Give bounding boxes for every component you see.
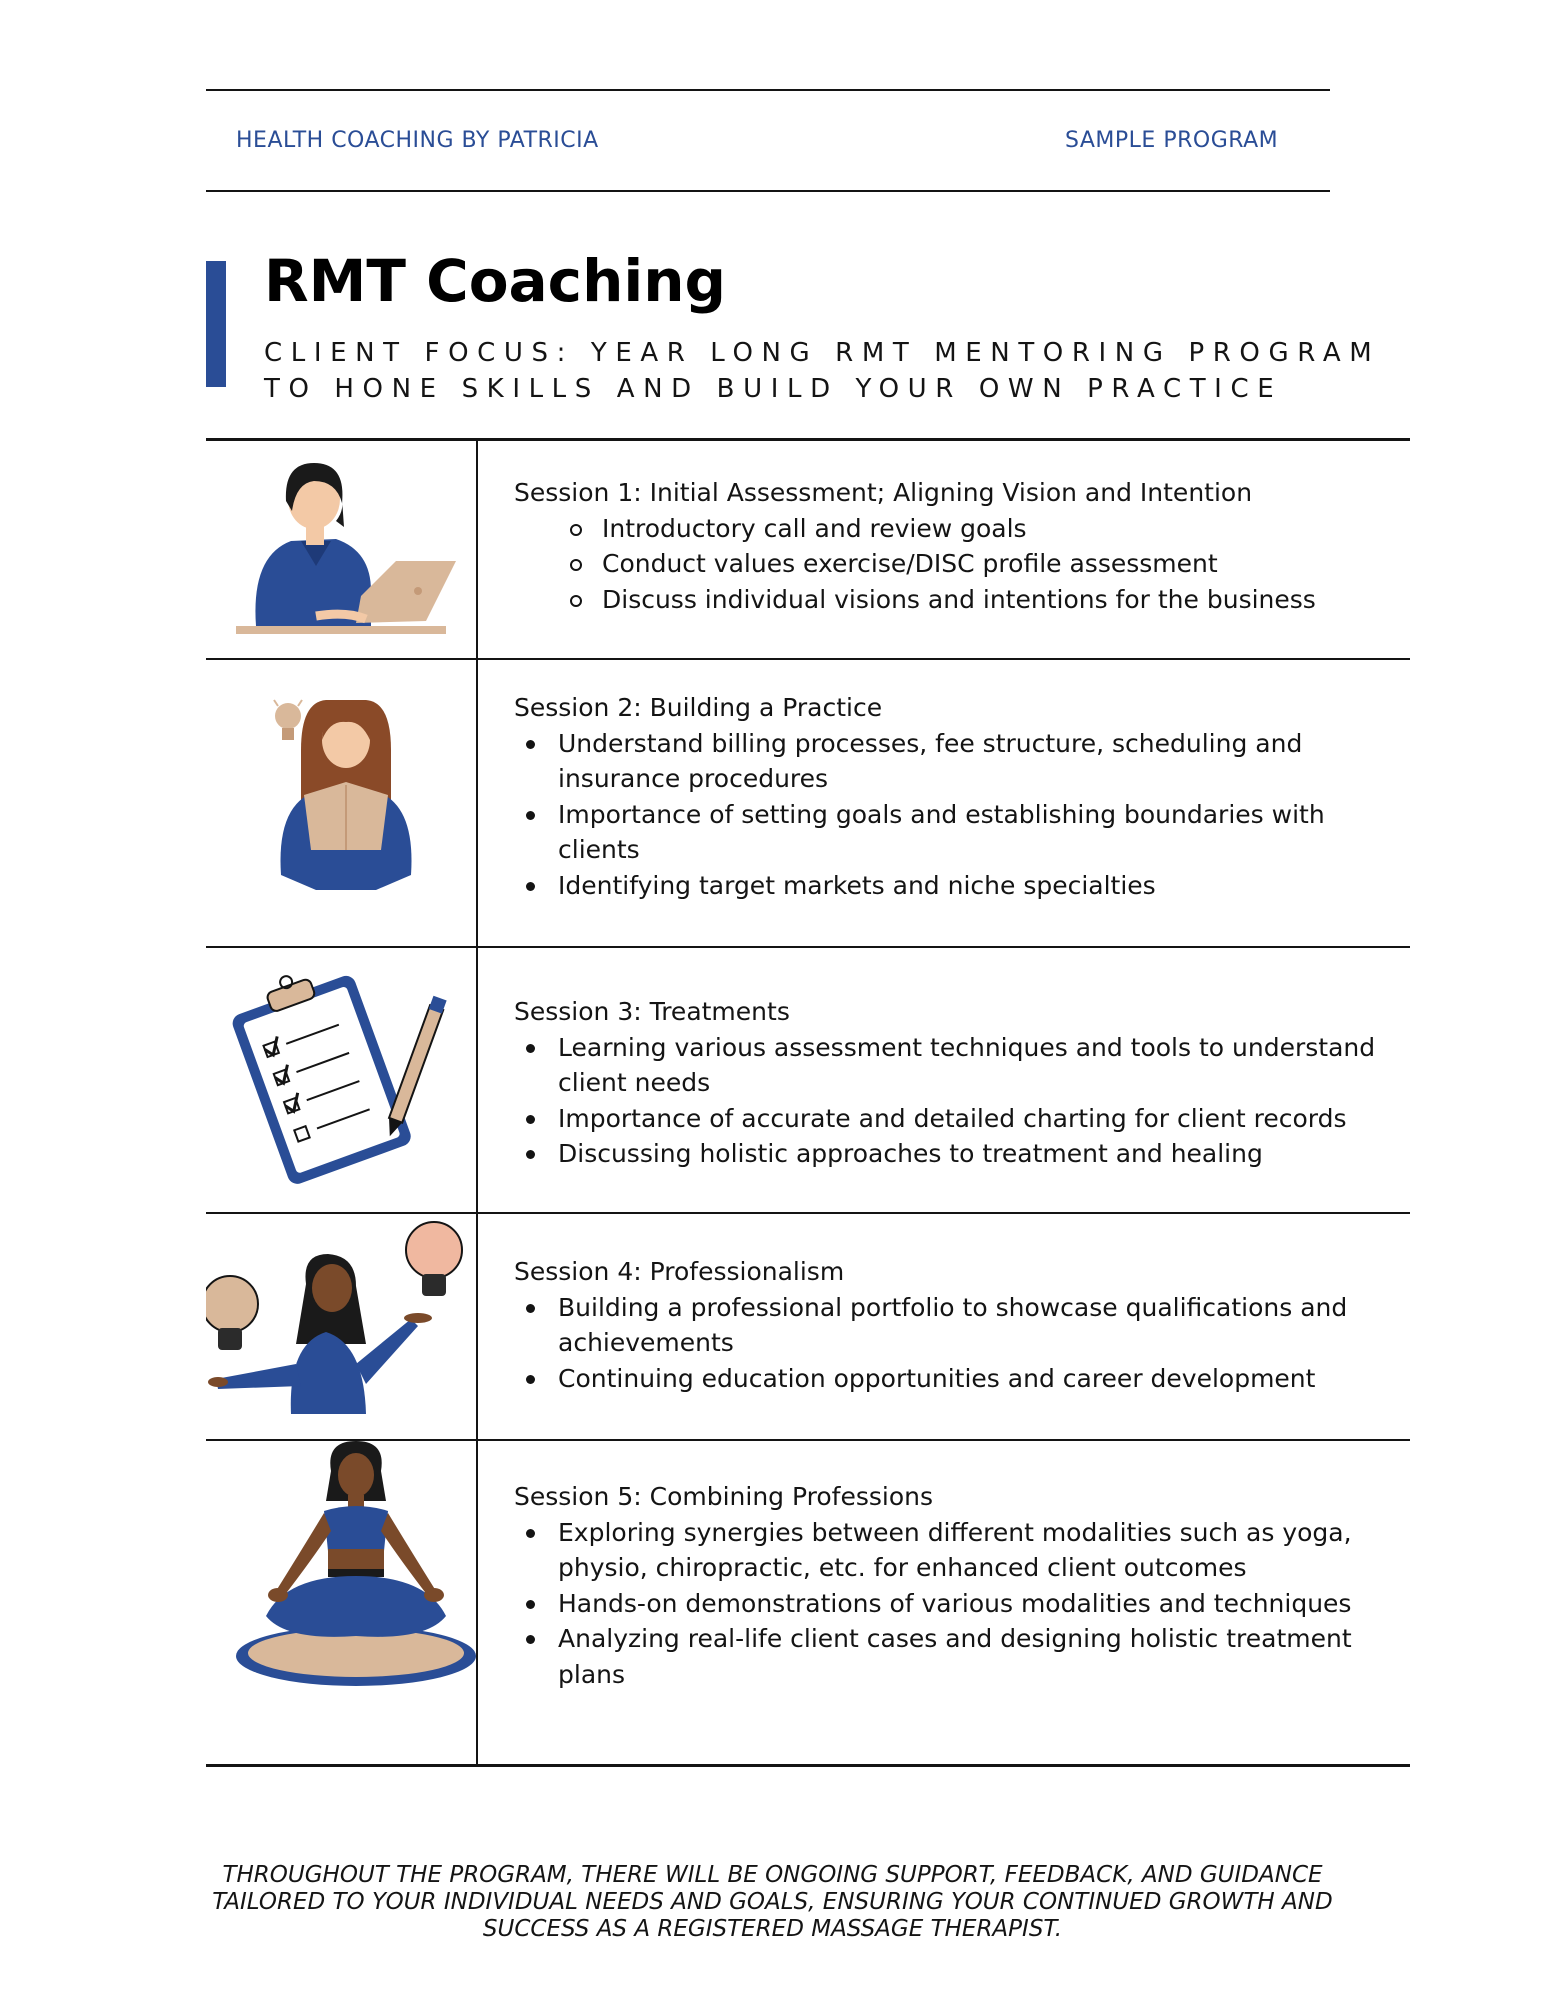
woman-ideas-icon (206, 1214, 476, 1440)
document-label: SAMPLE PROGRAM (1065, 128, 1279, 153)
list-item: Understand billing processes, fee structure, scheduling and insurance procedures (514, 726, 1394, 797)
session-title: Session 1: Initial Assessment; Aligning Vision and Intention (514, 478, 1253, 507)
session-title: Session 2: Building a Practice (514, 693, 883, 722)
closing-note-line-1: THROUGHOUT THE PROGRAM, THERE WILL BE ONGOING SUPPORT, FEEDBACK, AND GUIDANCE (222, 1862, 1323, 1888)
session-items (514, 1030, 1394, 1172)
session-row-2 (206, 660, 1410, 946)
list-item: Importance of accurate and detailed charting for client records (514, 1101, 1394, 1137)
list-item: Exploring synergies between different modalities such as yoga, physio, chiropractic, etc. for enhanced client outcomes (514, 1515, 1394, 1586)
session-row-3 (206, 948, 1410, 1213)
session-items (514, 511, 1394, 618)
session-row-5 (206, 1441, 1410, 1764)
list-item: Continuing education opportunities and career development (514, 1361, 1394, 1397)
closing-note-line-3: SUCCESS AS A REGISTERED MASSAGE THERAPIST. (482, 1916, 1063, 1942)
closing-note (120, 1862, 1425, 1943)
woman-laptop-icon (206, 441, 476, 659)
session-title: Session 3: Treatments (514, 997, 790, 1026)
title-accent-bar (206, 261, 226, 387)
list-item: Discuss individual visions and intentions for the business (514, 582, 1394, 618)
meditation-icon (206, 1441, 476, 1764)
table-bottom-rule (206, 1764, 1410, 1767)
subtitle-line-1: CLIENT FOCUS: YEAR LONG RMT MENTORING PROGRAM (264, 338, 1381, 368)
list-item: Conduct values exercise/DISC profile assessment (514, 546, 1394, 582)
list-item: Introductory call and review goals (514, 511, 1394, 547)
list-item: Identifying target markets and niche specialties (514, 868, 1394, 904)
session-items (514, 726, 1394, 904)
list-item: Importance of setting goals and establishing boundaries with clients (514, 797, 1394, 868)
list-item: Learning various assessment techniques and tools to understand client needs (514, 1030, 1394, 1101)
closing-note-line-2: TAILORED TO YOUR INDIVIDUAL NEEDS AND GOALS, ENSURING YOUR CONTINUED GROWTH AND (212, 1889, 1333, 1915)
subtitle-line-2: TO HONE SKILLS AND BUILD YOUR OWN PRACTICE (264, 374, 1283, 404)
list-item: Analyzing real-life client cases and designing holistic treatment plans (514, 1621, 1394, 1692)
list-item: Hands-on demonstrations of various modalities and techniques (514, 1586, 1394, 1622)
page-title: RMT Coaching (264, 247, 727, 315)
woman-reading-lightbulb-icon (206, 660, 476, 946)
session-items (514, 1290, 1394, 1397)
header-bottom-rule (206, 190, 1330, 192)
session-row-1 (206, 441, 1410, 659)
clipboard-checklist-icon (206, 948, 476, 1213)
session-row-4 (206, 1214, 1410, 1440)
session-title: Session 5: Combining Professions (514, 1482, 933, 1511)
session-title: Session 4: Professionalism (514, 1257, 845, 1286)
list-item: Discussing holistic approaches to treatment and healing (514, 1136, 1394, 1172)
brand-name: HEALTH COACHING BY PATRICIA (236, 128, 599, 153)
session-items (514, 1515, 1394, 1693)
list-item: Building a professional portfolio to showcase qualifications and achievements (514, 1290, 1394, 1361)
header-top-rule (206, 89, 1330, 91)
